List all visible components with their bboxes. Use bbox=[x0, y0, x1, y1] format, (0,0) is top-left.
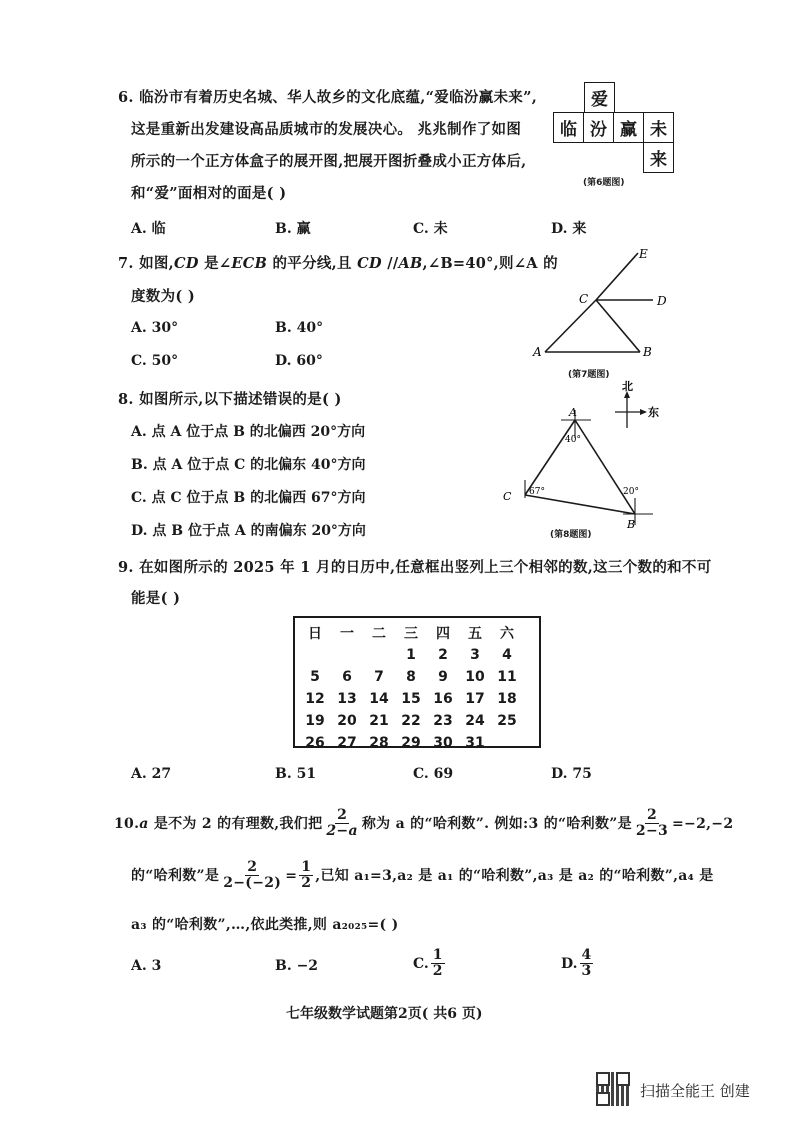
label-b: B bbox=[627, 518, 636, 531]
q6-option-d: D. 来 bbox=[551, 221, 587, 237]
q10-option-b: B. −2 bbox=[275, 958, 319, 974]
calendar-cell: 9 bbox=[438, 669, 448, 685]
calendar-cell: 15 bbox=[401, 691, 421, 707]
calendar-cell: 26 bbox=[305, 735, 325, 751]
segment-cb bbox=[596, 300, 640, 352]
calendar-header-cell: 五 bbox=[468, 626, 482, 642]
qr-code-icon bbox=[596, 1072, 630, 1106]
q10-option-c: C. $\frac{1}{2}$ bbox=[413, 947, 443, 980]
calendar-cell: 11 bbox=[497, 669, 517, 685]
q6-option-c: C. 未 bbox=[413, 221, 448, 237]
q7-line-2: 度数为( ) bbox=[131, 288, 196, 305]
calendar-header-cell: 三 bbox=[404, 626, 418, 642]
q10-fraction-2: $\frac{2}{2-3}$ bbox=[635, 807, 669, 840]
q9-option-c: C. 69 bbox=[413, 766, 454, 782]
net-cell-4: 未 bbox=[643, 112, 674, 143]
calendar-cell: 2 bbox=[438, 647, 448, 663]
label-c: C bbox=[579, 292, 589, 306]
compass-east: 东 bbox=[648, 406, 659, 419]
compass-icon bbox=[615, 380, 659, 428]
segment-cb bbox=[525, 495, 635, 514]
q8-option-c: C. 点 C 位于点 B 的北偏西 67°方向 bbox=[131, 490, 366, 506]
q7-figure-caption: (第7题图) bbox=[568, 370, 610, 380]
label-e: E bbox=[639, 247, 648, 261]
calendar-cell: 8 bbox=[406, 669, 416, 685]
q6-option-a: A. 临 bbox=[131, 221, 166, 237]
q9-option-a: A. 27 bbox=[131, 766, 172, 782]
q6-line-3: 所示的一个正方体盒子的展开图,把展开图折叠成小正方体后, bbox=[131, 153, 527, 170]
label-a: A bbox=[533, 345, 542, 359]
segment-ac bbox=[525, 420, 575, 495]
calendar-cell: 14 bbox=[369, 691, 389, 707]
q10-line-3: a₃ 的“哈利数”,…,依此类推,则 a₂₀₂₅=( ) bbox=[131, 917, 399, 933]
q6-line-4: 和“爱”面相对的面是( ) bbox=[131, 185, 287, 202]
calendar-cell: 10 bbox=[465, 669, 485, 685]
calendar-header-cell: 日 bbox=[308, 626, 322, 642]
q7-line-1: 7. 如图,CD 是∠ECB 的平分线,且 CD //AB,∠B=40°,则∠A 的 bbox=[118, 255, 558, 272]
calendar-cell: 12 bbox=[305, 691, 325, 707]
calendar-cell: 25 bbox=[497, 713, 517, 729]
net-cell-3: 赢 bbox=[613, 112, 644, 143]
angle-c: 67° bbox=[529, 487, 545, 497]
angle-a: 40° bbox=[565, 435, 581, 445]
q7-option-a: A. 30° bbox=[131, 320, 179, 336]
calendar-cell: 20 bbox=[337, 713, 357, 729]
q10-line-1: 10.a 是不为 2 的有理数,我们把 $\frac{2}{2-a}$ 称为 a 的“哈利数”. 例如:3 的“哈利数”是 $\frac{2}{2-3}$ =−2,−2 bbox=[114, 807, 734, 840]
q6-line-2: 这是重新出发建设高品质城市的发展决心。 兆兆制作了如图 bbox=[131, 121, 522, 138]
segment-ab bbox=[575, 420, 635, 514]
q6-option-b: B. 赢 bbox=[275, 221, 311, 237]
calendar-cell: 13 bbox=[337, 691, 357, 707]
calendar-cell bbox=[363, 644, 395, 666]
calendar-cell: 31 bbox=[465, 735, 485, 751]
q10-option-d: D. $\frac{4}{3}$ bbox=[561, 947, 592, 980]
q8-stem: 8. 如图所示,以下描述错误的是( ) bbox=[118, 391, 342, 408]
calendar-row bbox=[299, 688, 523, 710]
calendar-header-row bbox=[299, 622, 523, 644]
calendar-cell: 1 bbox=[406, 647, 416, 663]
calendar-cell: 23 bbox=[433, 713, 453, 729]
calendar-cell bbox=[299, 644, 331, 666]
q10-line-2: 的“哈利数”是 $\frac{2}{2-(-2)}$ = $\frac{1}{2}$ ,已知 a₁=3,a₂ 是 a₁ 的“哈利数”,a₃ 是 a₂ 的“哈利数”,a₄ 是 bbox=[131, 859, 714, 892]
calendar-cell bbox=[331, 644, 363, 666]
q6-line-1: 6. 临汾市有着历史名城、华人故乡的文化底蕴,“爱临汾赢未来”, bbox=[118, 89, 538, 106]
q8-figure bbox=[495, 380, 685, 545]
calendar-cell: 19 bbox=[305, 713, 325, 729]
calendar-row bbox=[299, 732, 523, 754]
label-b: B bbox=[643, 345, 652, 359]
calendar-cell: 4 bbox=[502, 647, 512, 663]
calendar-cell: 22 bbox=[401, 713, 421, 729]
q6-figure-caption: (第6题图) bbox=[583, 178, 625, 188]
q9-line-1: 9. 在如图所示的 2025 年 1 月的日历中,任意框出竖列上三个相邻的数,这三个数的和不可 bbox=[118, 559, 712, 576]
calendar-cell: 5 bbox=[310, 669, 320, 685]
q9-option-b: B. 51 bbox=[275, 766, 317, 782]
calendar-row bbox=[299, 666, 523, 688]
calendar-cell: 3 bbox=[470, 647, 480, 663]
label-d: D bbox=[657, 294, 667, 308]
q7-figure bbox=[515, 240, 685, 385]
calendar-header-cell: 一 bbox=[340, 626, 354, 642]
calendar-cell: 18 bbox=[497, 691, 517, 707]
q8-option-b: B. 点 A 位于点 C 的北偏东 40°方向 bbox=[131, 457, 366, 473]
net-cell-top: 爱 bbox=[584, 82, 615, 113]
calendar-row bbox=[299, 644, 523, 666]
calendar-cell: 27 bbox=[337, 735, 357, 751]
q7-option-b: B. 40° bbox=[275, 320, 324, 336]
q9-line-2: 能是( ) bbox=[131, 590, 181, 607]
calendar-cell: 21 bbox=[369, 713, 389, 729]
calendar-cell bbox=[491, 732, 523, 754]
label-a: A bbox=[569, 406, 577, 419]
calendar-cell: 24 bbox=[465, 713, 485, 729]
q9-option-d: D. 75 bbox=[551, 766, 592, 782]
q8-option-d: D. 点 B 位于点 A 的南偏东 20°方向 bbox=[131, 523, 366, 539]
scanner-watermark: 扫描全能王 创建 bbox=[640, 1082, 750, 1100]
calendar-cell: 16 bbox=[433, 691, 453, 707]
calendar-cell: 29 bbox=[401, 735, 421, 751]
angle-b: 20° bbox=[623, 487, 639, 497]
segment-ac bbox=[545, 300, 596, 352]
calendar-header-cell: 二 bbox=[372, 626, 386, 642]
page-footer: 七年级数学试题第2页( 共6 页) bbox=[286, 1006, 483, 1022]
calendar-cell: 28 bbox=[369, 735, 389, 751]
q10-option-a: A. 3 bbox=[131, 958, 162, 974]
calendar bbox=[293, 616, 541, 751]
calendar-cell: 17 bbox=[465, 691, 485, 707]
net-cell-1: 临 bbox=[553, 112, 584, 143]
q10-fraction-4: $\frac{1}{2}$ bbox=[301, 859, 312, 892]
calendar-header-cell: 四 bbox=[436, 626, 450, 642]
calendar-table bbox=[299, 622, 523, 754]
calendar-row bbox=[299, 710, 523, 732]
calendar-cell: 30 bbox=[433, 735, 453, 751]
calendar-cell: 7 bbox=[374, 669, 384, 685]
q8-figure-caption: (第8题图) bbox=[550, 530, 592, 540]
q10-fraction-3: $\frac{2}{2-(-2)}$ bbox=[223, 859, 282, 892]
calendar-header-cell: 六 bbox=[500, 626, 514, 642]
ray-ce bbox=[596, 253, 638, 300]
q7-option-c: C. 50° bbox=[131, 353, 179, 369]
label-c: C bbox=[503, 490, 512, 503]
compass-north: 北 bbox=[622, 380, 633, 393]
q8-option-a: A. 点 A 位于点 B 的北偏西 20°方向 bbox=[131, 424, 366, 440]
net-cell-2: 汾 bbox=[583, 112, 614, 143]
q7-option-d: D. 60° bbox=[275, 353, 323, 369]
calendar-cell: 6 bbox=[342, 669, 352, 685]
q10-fraction-1: $\frac{2}{2-a}$ bbox=[326, 807, 358, 840]
net-cell-bottom: 来 bbox=[643, 142, 674, 173]
